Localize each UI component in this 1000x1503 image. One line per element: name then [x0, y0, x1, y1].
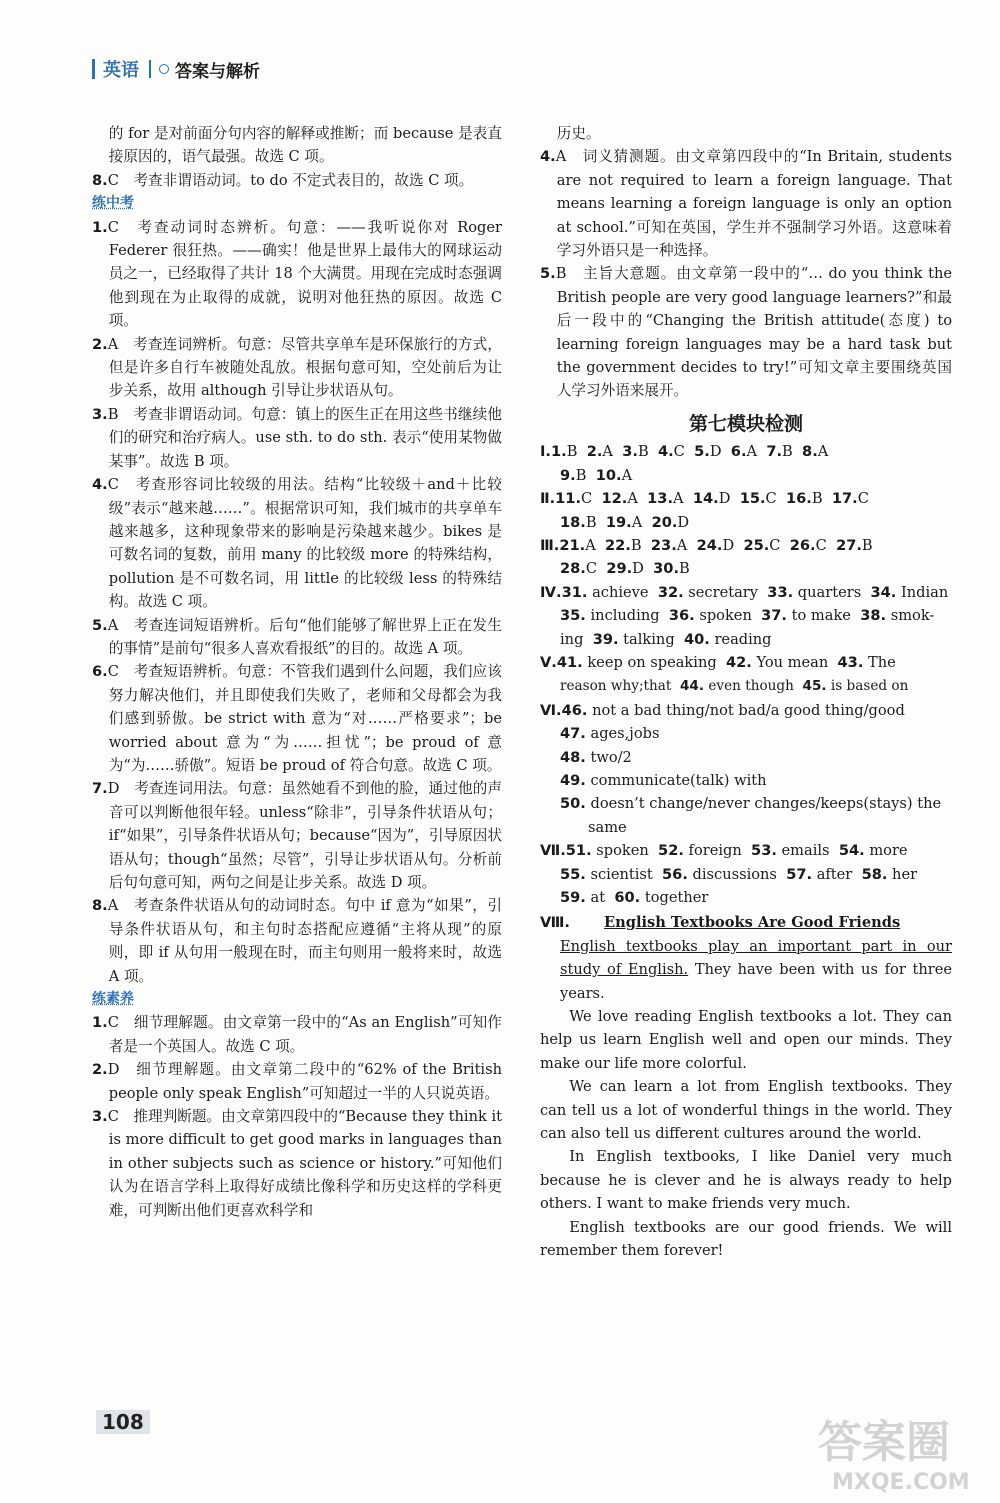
- answer-line: 55. scientist 56. discussions 57. after 58. her: [560, 865, 918, 883]
- item-text: C 细节理解题。由文章第一段中的“As an English”可知作者是一个英国人。故选 C 项。: [107, 1014, 502, 1055]
- answer-line: 50. doesn’t change/never changes/keeps(stays) the: [560, 795, 942, 813]
- answer-item: [92, 169, 502, 192]
- item-text: D 细节理解题。由文章第二段中的“62% of the British people only speak English”可知超过一半的人只说英语。: [107, 1061, 502, 1102]
- header-divider: [149, 60, 151, 78]
- item-number: 7.: [92, 780, 108, 798]
- answer-line: Ⅵ.46. not a bad thing/not bad/a good thing/good: [540, 701, 905, 719]
- subject-label: 英语: [103, 60, 139, 81]
- answer-item: [92, 660, 502, 777]
- left-column: [92, 122, 502, 1222]
- answer-item: [92, 473, 502, 613]
- item-text: A 考查条件状语从句的动词时态。句中 if 意为“如果”，引导条件状语从句，和主句时态搭配应遵循“主将从现”的原则，即 if 从句用一般现在时，而主句则用一般将来时，故选 A 项。: [107, 897, 502, 985]
- item-text: C 考查动词时态辨析。句意：——我听说你对 Roger Federer 很狂热。——确实！他是世界上最伟大的网球运动员之一，已经取得了共计 18 个大满贯。用现在完成时态强调他到现在为止取得的成就，说明对他狂热的原因。故选 C 项。: [107, 218, 502, 330]
- essay-label: Ⅷ.: [540, 914, 570, 932]
- answer-line: Ⅱ.11.C 12.A 13.A 14.D 15.C 16.B 17.C: [540, 490, 869, 508]
- watermark-logo: [812, 1405, 992, 1497]
- answer-item: [92, 894, 502, 988]
- item-number: 8.: [92, 171, 108, 189]
- essay-paragraph: [540, 935, 952, 1005]
- essay-paragraph: We love reading English textbooks a lot. They can help us learn English well and open our minds. They make our life more colorful.: [540, 1008, 952, 1072]
- item-text: B 考查非谓语动词。句意：镇上的医生正在用这些书继续他们的研究和治疗病人。use sth. to do sth. 表示“使用某物做某事”。故选 B 项。: [107, 405, 502, 470]
- answer-line: Ⅴ.41. keep on speaking 42. You mean 43. The: [540, 653, 896, 671]
- answer-item: [92, 216, 502, 333]
- answer-item: [540, 262, 952, 402]
- answer-item: [540, 145, 952, 262]
- page-number: 108: [96, 1410, 150, 1434]
- answer-line: reason why;that 44. even though 45. is based on: [560, 678, 909, 695]
- item-text: A 考查连词短语辨析。后句“他们能够了解世界上正在发生的事情”是前句“很多人喜欢看报纸”的目的。故选 A 项。: [107, 616, 502, 657]
- item-text: A 词义猜测题。由文章第四段中的“In Britain, students are not required to learn a foreign language. That means learning a foreign language is only an option at school.”可知在英国，学生并不强制学习外语。这意味着学习外语只是一种选择。: [555, 148, 952, 260]
- essay-heading: [540, 911, 952, 934]
- essay-paragraphs: [540, 1005, 952, 1262]
- answer-item: [92, 333, 502, 403]
- answer-line: 47. ages,jobs: [560, 725, 660, 743]
- item-number: 2.: [92, 335, 108, 353]
- item-text: B 主旨大意题。由文章第一段中的“… do you think the British people are very good language learners?”和最后一段中的“Changing the British attitude(态度) to learning foreign languages may be a hard task but the government decides to try!”可知文章主要围绕英国人学习外语来展开。: [555, 265, 952, 400]
- answer-item: [92, 1011, 502, 1058]
- item-number: 1.: [92, 218, 108, 236]
- item-number: 8.: [92, 897, 108, 915]
- answer-item: [92, 1058, 502, 1105]
- essay-paragraph: In English textbooks, I like Daniel very much because he is clever and he is always ready to help others. I want to make friends very much.: [540, 1148, 952, 1213]
- section-heading: 练中考: [92, 195, 134, 212]
- item-text: C 考查非谓语动词。to do 不定式表目的，故选 C 项。: [107, 171, 474, 189]
- answer-line: 49. communicate(talk) with: [560, 771, 767, 789]
- item-number: 4.: [540, 148, 556, 166]
- watermark-url: MXQE.COM: [832, 1470, 970, 1495]
- item-number: 6.: [92, 663, 108, 681]
- watermark-main: 答案圈: [818, 1417, 950, 1468]
- answer-line: Ⅲ.21.A 22.B 23.A 24.D 25.C 26.C 27.B: [540, 536, 873, 554]
- answer-key: [540, 440, 952, 909]
- answer-item: [92, 403, 502, 473]
- answer-line: Ⅳ.31. achieve 32. secretary 33. quarters 34. Indian: [540, 583, 949, 601]
- answer-line: 48. two/2: [560, 748, 632, 766]
- answer-line: 18.B 19.A 20.D: [560, 513, 690, 531]
- answer-line: ing 39. talking 40. reading: [560, 630, 772, 648]
- answer-continuation: 历史。: [556, 125, 601, 142]
- answer-continuation: 的 for 是对前面分句内容的解释或推断；而 because 是表直接原因的，语气最强。故选 C 项。: [108, 125, 502, 166]
- answer-item: [92, 777, 502, 894]
- item-text: C 推理判断题。由文章第四段中的“Because they think it is more difficult to get good marks in languages than in other subjects such as science or history.”可知他们认为在语言学科上取得好成绩比像科学和历史这样的学科更难，可判断出他们更喜欢科学和: [107, 1108, 502, 1219]
- answer-line: 9.B 10.A: [560, 466, 633, 484]
- answer-line: same: [588, 818, 627, 836]
- answer-line: Ⅰ.1.B 2.A 3.B 4.C 5.D 6.A 7.B 8.A: [540, 443, 829, 461]
- right-column: [540, 122, 952, 1263]
- item-text: D 考查连词用法。句意：虽然她看不到他的脸，通过他的声音可以判断他很年轻。unless“除非”，引导条件状语从句；if“如果”，引导条件状语从句；because“因为”，引导原因状语从句；though“虽然；尽管”，引导让步状语从句。分析前后句句意可知，两句之间是让步关系。故选 D 项。: [107, 780, 502, 891]
- answer-line: 35. including 36. spoken 37. to make 38. smok-: [560, 607, 935, 625]
- answer-item: [92, 1105, 502, 1222]
- essay-body: [540, 935, 952, 1263]
- item-number: 3.: [92, 405, 108, 423]
- answer-line: Ⅶ.51. spoken 52. foreign 53. emails 54. more: [540, 842, 908, 860]
- right-top-answers: [540, 122, 952, 403]
- essay-paragraph: English textbooks are our good friends. We will remember them forever!: [540, 1218, 952, 1260]
- item-number: 5.: [92, 616, 108, 634]
- answer-line: 28.C 29.D 30.B: [560, 560, 690, 578]
- section-heading: 练素养: [92, 991, 134, 1008]
- header-title: 答案与解析: [175, 61, 260, 82]
- module-title: 第七模块检测: [688, 412, 803, 435]
- item-number: 2.: [92, 1061, 108, 1079]
- page-header: [92, 56, 260, 82]
- essay-title: English Textbooks Are Good Friends: [604, 914, 901, 932]
- header-bar: [92, 59, 95, 79]
- circle-icon: [159, 64, 169, 74]
- essay-text: They have been with us for three years.: [560, 961, 952, 1002]
- item-text: C 考查形容词比较级的用法。结构“比较级＋and＋比较级”表示“越来越……”。根据常识可知，我们城市的共享单车越来越多，这种现象带来的影响是污染越来越少。bikes 是可数名词的复数，前用 many 的比较级 more 的特殊结构，pollution 是不可数名词，用 little 的比较级 less 的特殊结构。故选 C 项。: [107, 476, 502, 611]
- answer-item: [92, 614, 502, 661]
- item-text: A 考查连词辨析。句意：尽管共享单车是环保旅行的方式，但是许多自行车被随处乱放。根据句意可知，空处前后为让步关系，故用 although 引导让步状语从句。: [107, 335, 502, 400]
- item-text: C 考查短语辨析。句意：不管我们遇到什么问题，我们应该努力解决他们，并且即使我们失败了，老师和父母都会为我们感到骄傲。be strict with 意为“对……严格要求”；be worried about 意为“为……担忧”；be proud of 意为“为……骄傲”。短语 be proud of 符合句意。故选 C 项。: [107, 663, 502, 774]
- essay-topic-sentence: English textbooks play an important part in our study of English.: [560, 937, 952, 979]
- item-number: 1.: [92, 1014, 108, 1032]
- item-number: 4.: [92, 476, 108, 494]
- answer-line: 59. at 60. together: [560, 889, 709, 906]
- item-number: 3.: [92, 1108, 108, 1126]
- essay-paragraph: We can learn a lot from English textbooks. They can tell us a lot of wonderful things in the world. They can also tell us different cultures around the world.: [540, 1078, 952, 1143]
- item-number: 5.: [540, 265, 556, 283]
